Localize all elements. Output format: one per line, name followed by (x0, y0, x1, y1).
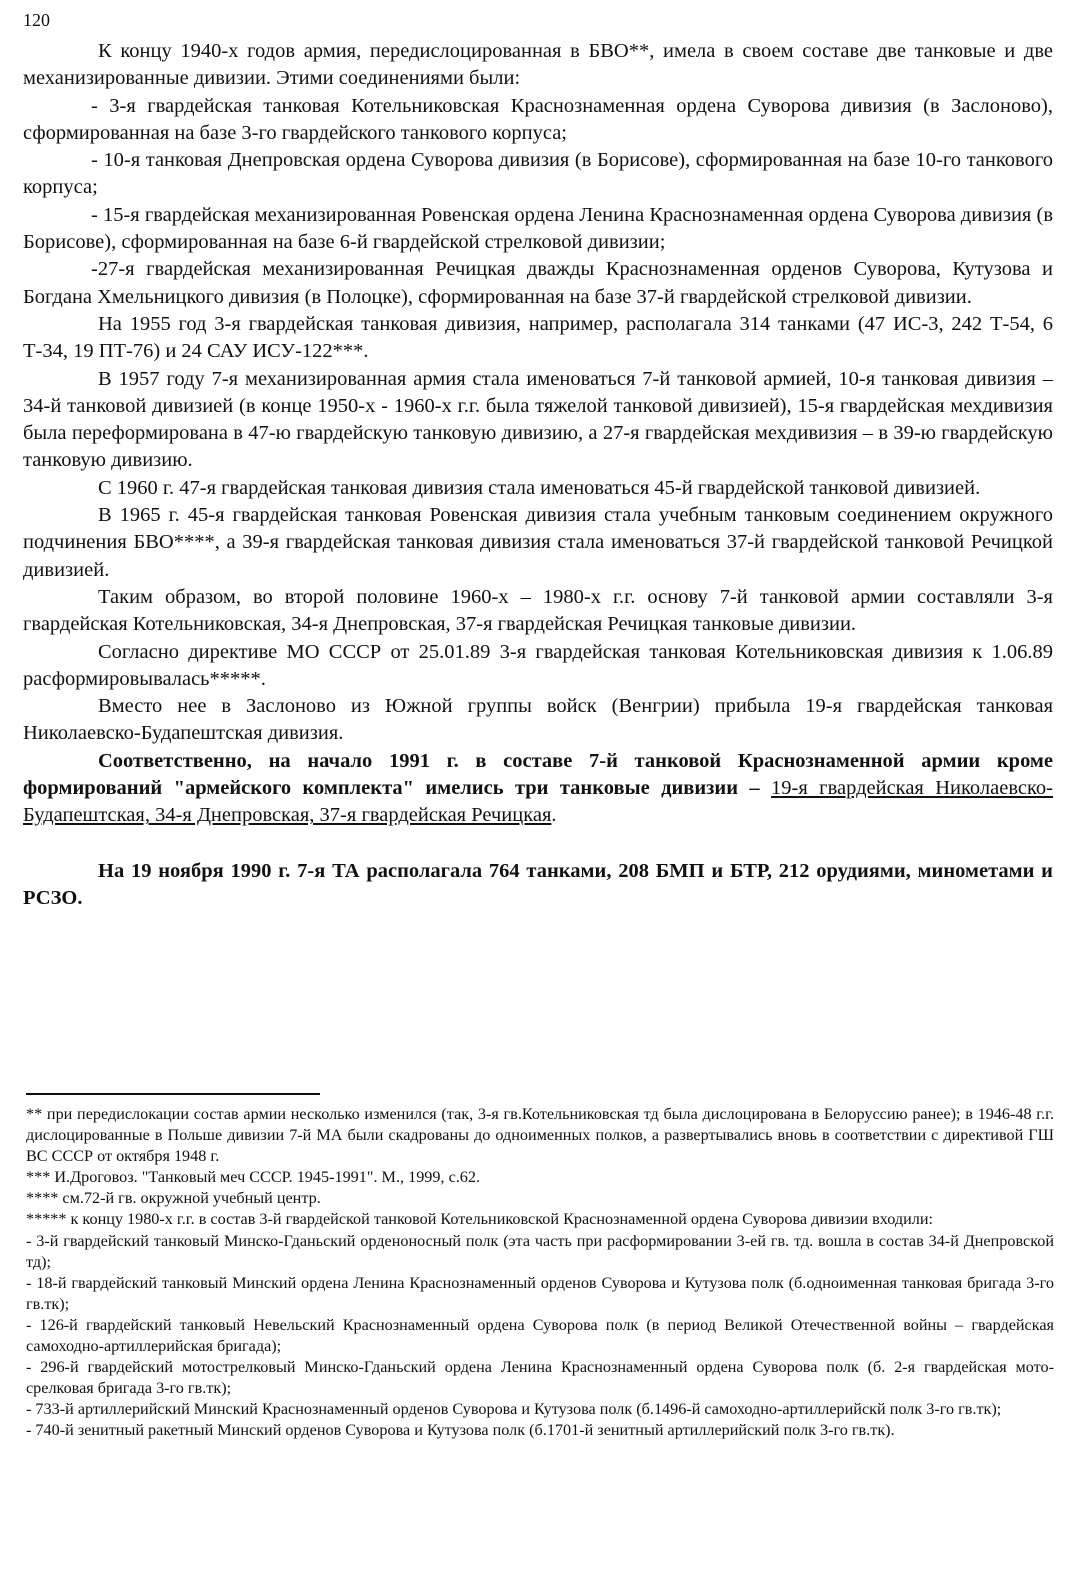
paragraph: В 1957 году 7-я механизированная армия стала именоваться 7-й танковой армией, 10-я танковая дивизия – 34-й танковой дивизией (в конце 1950-х - 1960-х г.г. была тяжелой танковой дивизией), 15-я гвардейская мехдивизия была переформирована в 47-ю гвардейскую танковую дивизию, а 27-я гвардейская мехдивизия – в 39-ю гвардейскую танковую дивизию. (23, 367, 1053, 472)
footnote: - 296-й гвардейский мотострелковый Минско-Гданьский ордена Ленина Краснознаменный ордена Суворова полк (б. 2-я гвардейская мото-срелковая бригада 3-го гв.тк); (26, 1358, 1054, 1398)
paragraph: Вместо нее в Заслоново из Южной группы войск (Венгрии) прибыла 19-я гвардейская танковая Николаевско-Будапештская дивизия. (23, 695, 1053, 745)
paragraph: - 10-я танковая Днепровская ордена Суворова дивизия (в Борисове), сформированная на базе 10-го танкового корпуса; (23, 149, 1053, 199)
footnote-rule (26, 1093, 320, 1095)
final-tail: . (551, 804, 557, 827)
paragraph: - 15-я гвардейская механизированная Ровенская ордена Ленина Краснознаменная ордена Суворова дивизия (в Борисове), сформированная на базе 6-й гвардейской стрелковой дивизии; (23, 203, 1053, 254)
footnote: - 3-й гвардейский танковый Минско-Гданьский орденоносный полк (эта часть при расформировании 3-ей гв. тд. вошла в состав 34-й Днепровской тд); (26, 1231, 1054, 1271)
footnote: ***** к концу 1980-х г.г. в состав 3-й гвардейской танковой Котельниковской Краснознаменной ордена Суворова дивизии входили: (26, 1210, 933, 1229)
paragraph: На 1955 год 3-я гвардейская танковая дивизия, например, располагала 314 танками (47 ИС-3, 242 Т-54, 6 Т-34, 19 ПТ-76) и 24 САУ ИСУ-122***. (23, 312, 1053, 363)
footnote: - 733-й артиллерийский Минский Краснознаменный орденов Суворова и Кутузова полк (б.1496-й самоходно-артиллерийскй полк 3-го гв.тк); (26, 1400, 1002, 1419)
division-list: 19-я гвардейская Николаевско-Будапештская, 34-я Днепровская, 37-я гвардейская Речицкая (23, 777, 1053, 827)
paragraph: Таким образом, во второй половине 1960-х – 1980-х г.г. основу 7-й танковой армии составляли 3-я гвардейская Котельниковская, 34-я Днепровская, 37-я гвардейская Речицкая танковые дивизии. (23, 585, 1053, 636)
footnote: - 740-й зенитный ракетный Минский орденов Суворова и Кутузова полк (б.1701-й зенитный артиллерийский полк 3-го гв.тк). (26, 1421, 895, 1440)
footnotes (26, 1104, 1054, 1442)
main-text (23, 38, 1053, 912)
footnote: *** И.Дроговоз. "Танковый меч СССР. 1945-1991". М., 1999, с.62. (26, 1168, 481, 1187)
summary-text: На 19 ноября 1990 г. 7-я ТА располагала 764 танками, 208 БМП и БТР, 212 орудиями, минометами и РСЗО. (23, 859, 1053, 909)
final-lead: Соответственно, на начало 1991 г. в составе 7-й танковой Краснознаменной армии кроме формирований "армейского комплекта" имелись три танковые дивизии – (23, 749, 1053, 800)
footnote: - 126-й гвардейский танковый Невельский Краснознаменный ордена Суворова полк (в период Великой Отечественной войны – гвардейская самоходно-артиллерийская бригада); (26, 1315, 1054, 1356)
footnote: **** см.72-й гв. окружной учебный центр. (26, 1189, 321, 1208)
paragraph-final (23, 748, 1053, 830)
paragraph: - 3-я гвардейская танковая Котельниковская Краснознаменная ордена Суворова дивизия (в Заслоново), сформированная на базе 3-го гвардейского танкового корпуса; (23, 94, 1053, 144)
paragraph: Согласно директиве МО СССР от 25.01.89 3-я гвардейская танковая Котельниковская дивизия к 1.06.89 расформировывалась*****. (23, 640, 1053, 690)
paragraph: -27-я гвардейская механизированная Речицкая дважды Краснознаменная орденов Суворова, Кутузова и Богдана Хмельницкого дивизия (в Полоцке), сформированная на базе 37-й гвардейской стрелковой дивизии. (23, 258, 1053, 308)
summary-paragraph (23, 858, 1053, 913)
footnote: ** при передислокации состав армии несколько изменился (так, 3-я гв.Котельниковская тд была дислоцирована в Белоруссию ранее); в 1946-48 г.г. дислоцированные в Польше дивизии 7-й МА были скадрованы до одноименных полков, а развертывались вновь в соответствии с директивой ГШ ВС СССР от октября 1948 г. (26, 1105, 1054, 1166)
paragraph: К концу 1940-х годов армия, передислоцированная в БВО**, имела в своем составе две танковые и две механизированные дивизии. Этими соединениями были: (23, 40, 1053, 90)
page-number: 120 (23, 10, 50, 30)
footnote: - 18-й гвардейский танковый Минский ордена Ленина Краснознаменный орденов Суворова и Кутузова полк (б.одноименная танковая бригада 3-го гв.тк); (26, 1273, 1054, 1313)
paragraph: С 1960 г. 47-я гвардейская танковая дивизия стала именоваться 45-й гвардейской танковой дивизией. (98, 476, 981, 499)
paragraph: В 1965 г. 45-я гвардейская танковая Ровенская дивизия стала учебным танковым соединением окружного подчинения БВО****, а 39-я гвардейская танковая дивизия стала именоваться 37-й гвардейской танковой Речицкой дивизией. (23, 504, 1053, 581)
